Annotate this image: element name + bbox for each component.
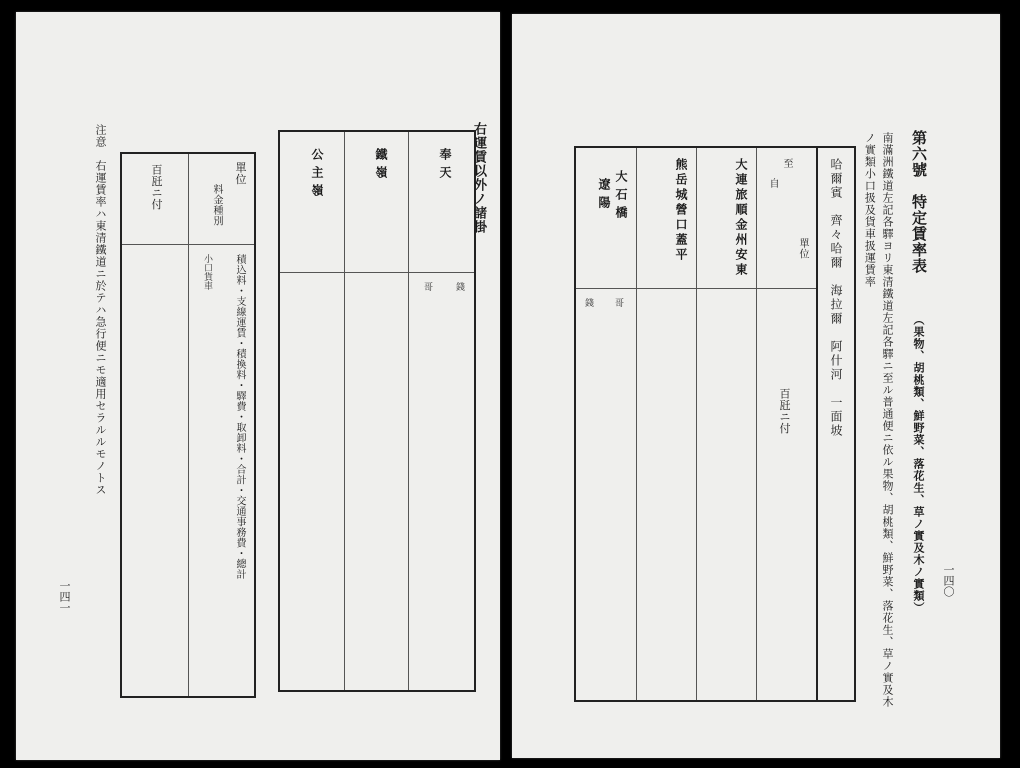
- origin-dashiqiao: 大石橋: [614, 170, 628, 224]
- left-page: [16, 12, 500, 760]
- fee-item: 取卸料: [234, 422, 245, 454]
- fees-table: [120, 152, 256, 698]
- rate-table-subtitle: （果物、胡桃類、鮮野菜、落花生、草ノ實及木ノ實類）: [912, 314, 925, 614]
- station-gongzhuling: 公主嶺: [310, 148, 324, 202]
- station-tieling: 鐵嶺: [374, 148, 388, 184]
- from-label: 自: [767, 178, 778, 189]
- unit-sen: 錢: [583, 298, 593, 307]
- destination-acheng: 阿什河: [829, 340, 843, 382]
- fees-car-label: 小口貨車: [202, 254, 212, 290]
- destination-header: [814, 146, 856, 702]
- fee-item: 支線運賃: [234, 296, 245, 338]
- unit-sen: 錢: [454, 282, 464, 291]
- fee-item: 積換料: [234, 348, 245, 380]
- section-title: 右運賃以外ノ諸掛: [471, 122, 486, 234]
- right-page: [512, 14, 1000, 758]
- rate-table-title: 第六號 特定賃率表: [910, 130, 928, 274]
- fees-unit-label: 單位: [234, 162, 247, 185]
- destination-harbin: 哈爾賓: [829, 158, 843, 200]
- fee-item: 總計: [234, 558, 245, 580]
- rate-table: [574, 146, 818, 702]
- unit-kopek: 哥: [422, 282, 432, 291]
- destination-yimianpo: 一面坡: [829, 396, 843, 438]
- rate-table-description: 南滿洲鐵道左記各驛ヨリ東清鐵道左記各驛ニ至ル普通便ニ依ル果物、胡桃類、鮮野菜、落花生、草ノ實及木ノ實類小口扱及貨車扱運賃率: [863, 132, 894, 708]
- destination-hailar: 海拉爾: [829, 284, 843, 326]
- per-label: 百瓩ニ付: [778, 388, 791, 434]
- unit-kopek: 哥: [613, 298, 623, 307]
- fees-per-label: 百瓩ニ付: [150, 164, 163, 210]
- fee-item: 積込料: [234, 254, 245, 286]
- fees-items: 積込料・支線運賃・積換料・驛費・取卸料・合計・交通事務費・總計: [234, 254, 245, 580]
- page-number: 一四一: [58, 580, 71, 613]
- destination-list: [827, 158, 844, 438]
- note-text: 注意 右運賃率ハ東清鐵道ニ於テハ急行便ニモ適用セラルルモノトス: [94, 124, 107, 496]
- to-label: 至: [781, 158, 792, 169]
- origin-dalian: 大連旅順金州安東: [734, 158, 748, 278]
- fee-item: 交通事務費: [234, 495, 245, 548]
- fees-kind-label: 料金種別: [211, 184, 222, 226]
- fee-item: 合計: [234, 464, 245, 485]
- fee-item: 驛費: [234, 390, 245, 412]
- destination-qiqihar: 齊々哈爾: [829, 214, 843, 270]
- page-number: 一四〇: [942, 564, 955, 597]
- origin-xiongyue: 熊岳城營口蓋平: [674, 158, 688, 263]
- unit-label: 單位: [797, 238, 808, 259]
- station-charges-table: [278, 130, 476, 692]
- station-fengtian: 奉天: [438, 148, 452, 184]
- origin-liaoyang: 遼陽: [597, 178, 611, 214]
